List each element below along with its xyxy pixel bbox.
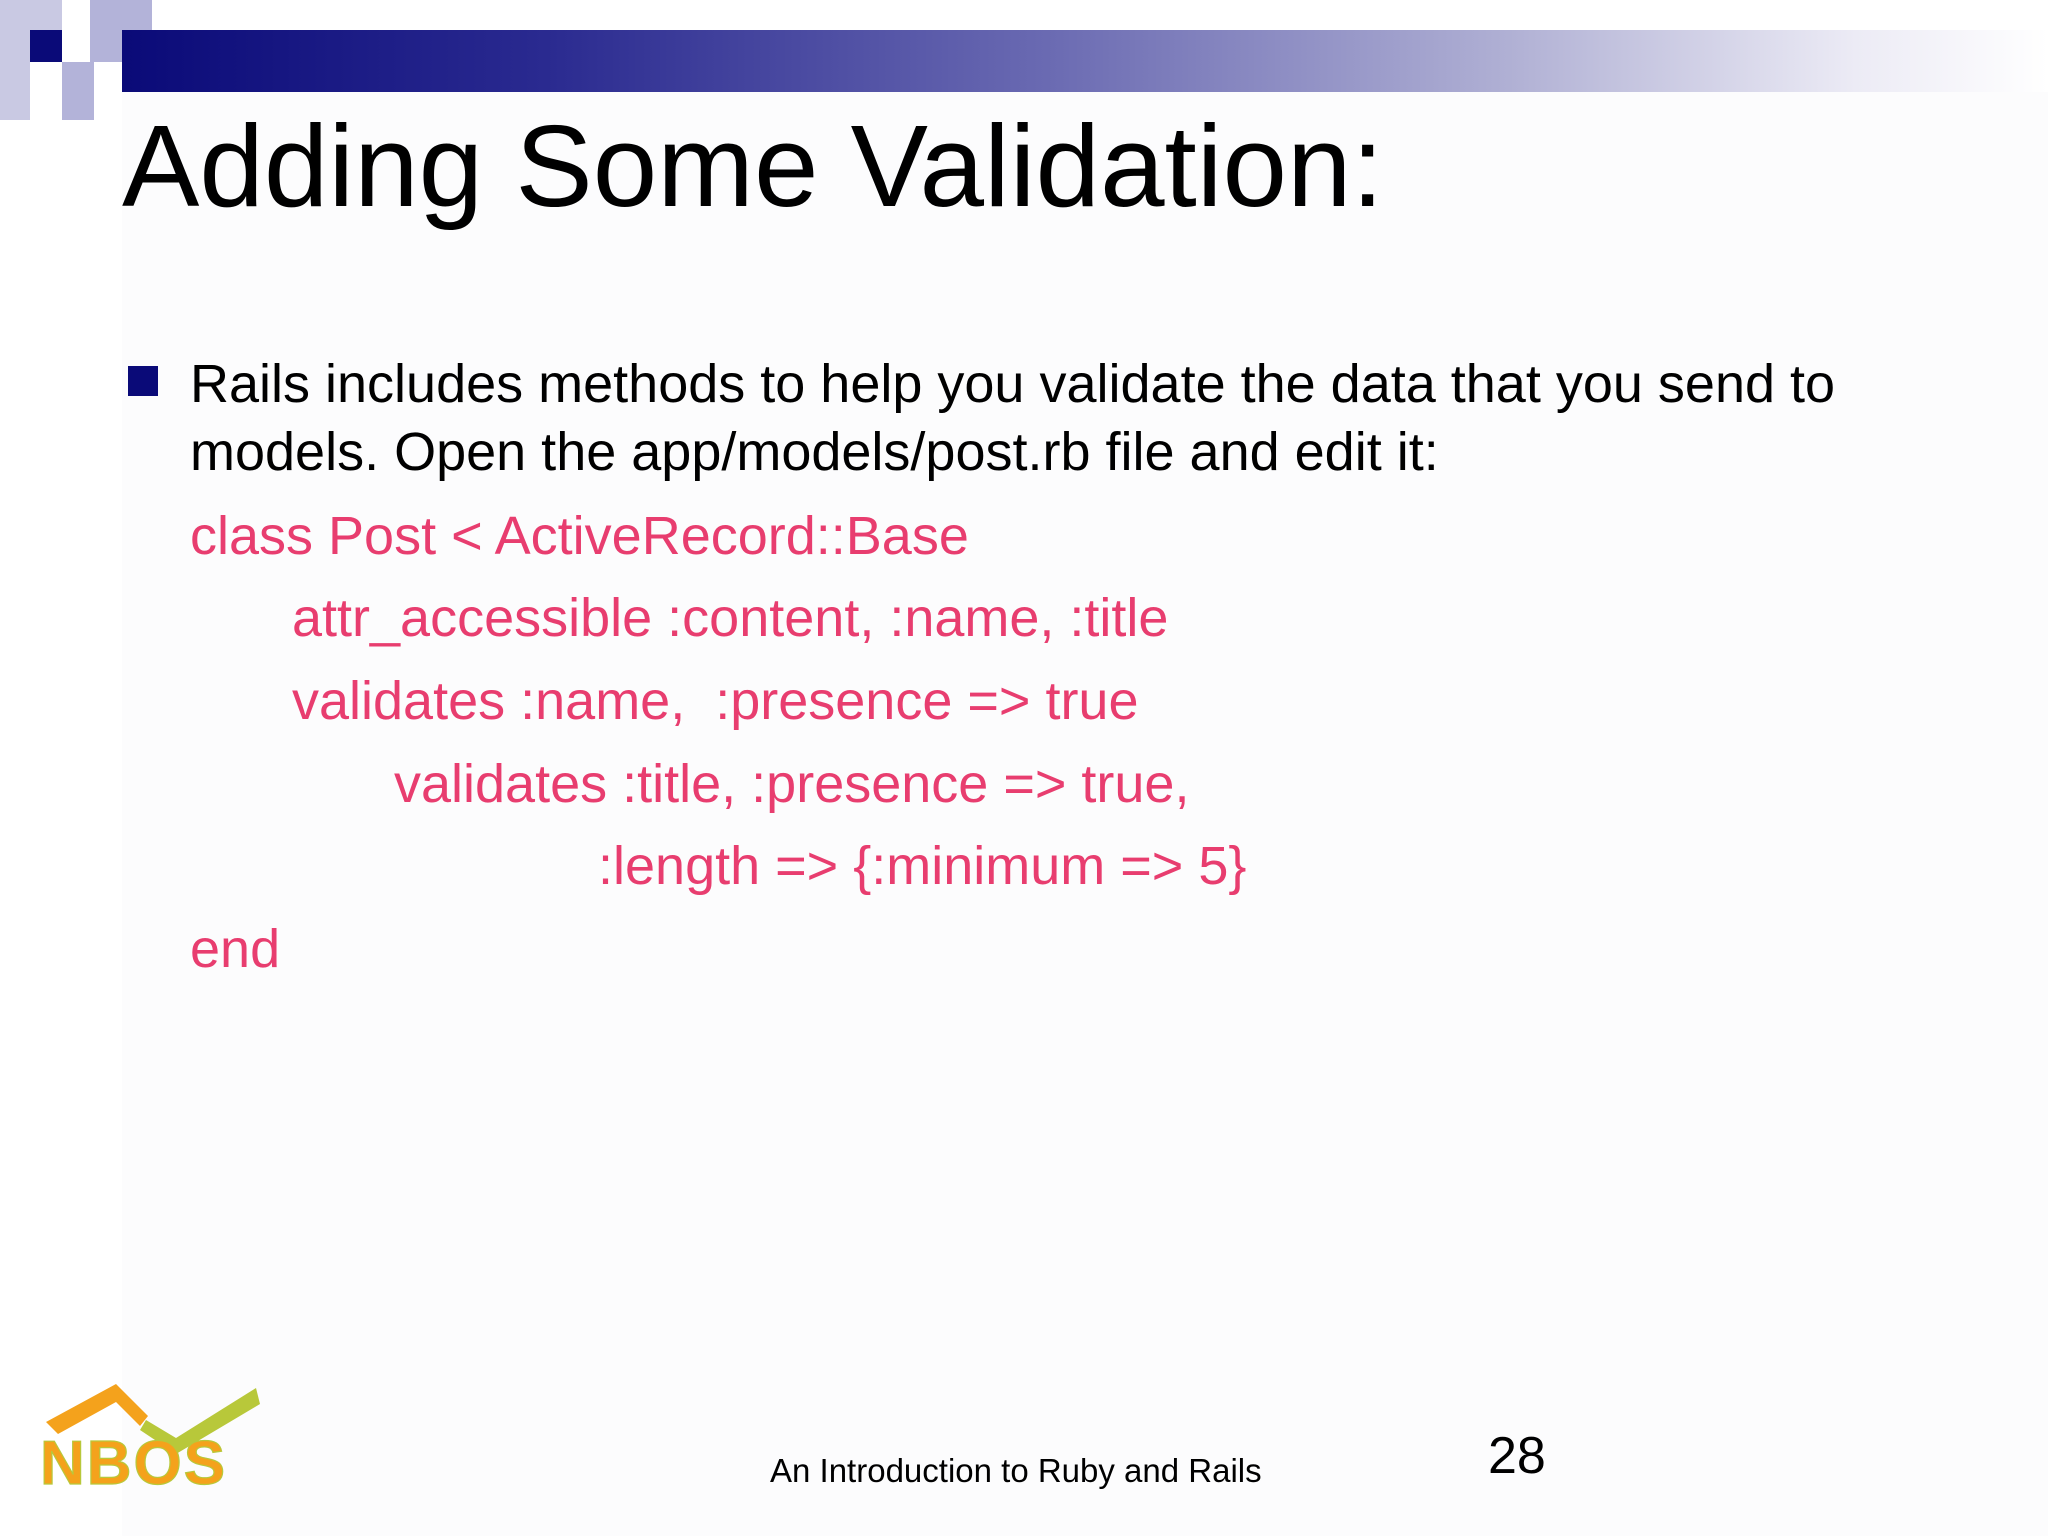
code-line: validates :name, :presence => true xyxy=(292,671,1139,731)
code-line: class Post < ActiveRecord::Base xyxy=(190,506,969,566)
slide-title: Adding Some Validation: xyxy=(122,101,1384,231)
code-line: validates :title, :presence => true, xyxy=(394,754,1190,814)
code-line: end xyxy=(190,919,281,979)
page-number: 28 xyxy=(1488,1427,1546,1485)
corner-square-decoration xyxy=(0,62,30,120)
nbos-logo xyxy=(36,1380,266,1490)
footer-text: An Introduction to Ruby and Rails xyxy=(770,1452,1262,1489)
logo-text: NBOS xyxy=(40,1429,228,1490)
bullet-text: Rails includes methods to help you validate the data that you send to models. Open the app/models/post.rb file and edit it: xyxy=(190,354,1836,482)
code-line: attr_accessible :content, :name, :title xyxy=(292,588,1169,648)
header-gradient-bar xyxy=(122,30,2048,92)
corner-square-decoration xyxy=(30,30,62,62)
logo-roof-shape xyxy=(46,1384,148,1434)
code-line: :length => {:minimum => 5} xyxy=(598,836,1247,896)
corner-square-decoration xyxy=(62,62,94,120)
bullet-square-icon xyxy=(128,366,158,396)
